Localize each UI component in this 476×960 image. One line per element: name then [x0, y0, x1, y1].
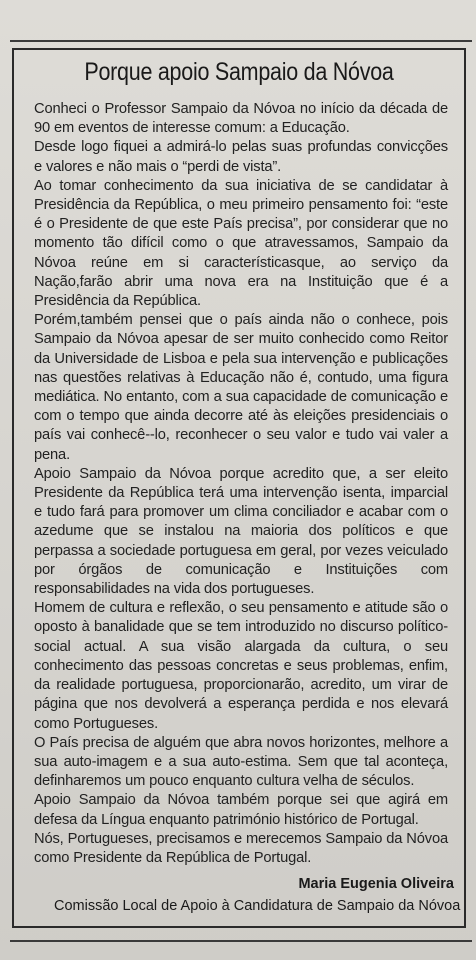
paragraph: Desde logo fiquei a admirá-lo pelas suas profundas convicções e valores e não mais o “perdi de vista”.	[34, 139, 448, 175]
bottom-divider	[10, 940, 472, 942]
paragraph: Conheci o Professor Sampaio da Nóvoa no início da década de 90 em eventos de interesse comum: a Educação.	[34, 101, 448, 137]
author-affiliation: Comissão Local de Apoio à Candidatura de Sampaio da Nóvoa	[54, 898, 461, 914]
author-signature: Maria Eugenia Oliveira	[298, 876, 454, 892]
paragraph: Porém,também pensei que o país ainda não o conhece, pois Sampaio da Nóvoa apesar de ser muito conhecido como Reitor da Universidade de Lisboa e pela sua intervenção e publicações nas questões relativas à Educação não é, contudo, uma figura mediática. No entanto, com a sua capacidade de comunicação e com o tempo que ainda decorre até às eleições presidenciais o país vai conhecê--lo, reconhecer o seu valor e tudo vai valer a pena.	[34, 312, 448, 463]
top-divider	[10, 40, 472, 42]
paragraph: O País precisa de alguém que abra novos horizontes, melhore a sua auto-imagem e a sua auto-estima. Sem que tal aconteça, definharemos um pouco enquanto cultura velha de séculos.	[34, 734, 448, 790]
paragraph: Apoio Sampaio da Nóvoa porque acredito que, a ser eleito Presidente da República terá uma intervenção isenta, imparcial e tudo fará para promover um clima conciliador e acabar com o azedume que se instalou na maioria dos políticos e que perpassa a sociedade portuguesa em geral, por vezes veiculado por órgãos de comunicação e Instituições com responsabilidades na vida dos portugueses.	[34, 465, 448, 598]
paragraph: Nós, Portugueses, precisamos e merecemos Sampaio da Nóvoa como Presidente da República de Portugal.	[34, 830, 448, 866]
article-body	[34, 100, 448, 868]
paragraph: Homem de cultura e reflexão, o seu pensamento e atitude são o oposto à banalidade que se tem introduzido no discurso político-social actual. A sua visão alargada da cultura, o seu conhecimento das pessoas concretas e seus problemas, enfim, da realidade portuguesa, proporcionarão, acredito, um virar de página que nos devolverá a esperança perdida e nos elevará como Portugueses.	[34, 600, 448, 732]
paragraph: Apoio Sampaio da Nóvoa também porque sei que agirá em defesa da Língua enquanto património histórico de Portugal.	[34, 792, 448, 828]
article-title: Porque apoio Sampaio da Nóvoa	[84, 58, 394, 86]
paragraph: Ao tomar conhecimento da sua iniciativa de se candidatar à Presidência da República, o meu primeiro pensamento foi: “este é o Presidente de que este País precisa”, por considerar que no momento tão difícil como o que atravessamos, Sampaio da Nóvoa reúne em si característicasque, ao serviço da Nação,farão abrir uma nova era na Instituição que é a Presidência da República.	[34, 177, 448, 310]
